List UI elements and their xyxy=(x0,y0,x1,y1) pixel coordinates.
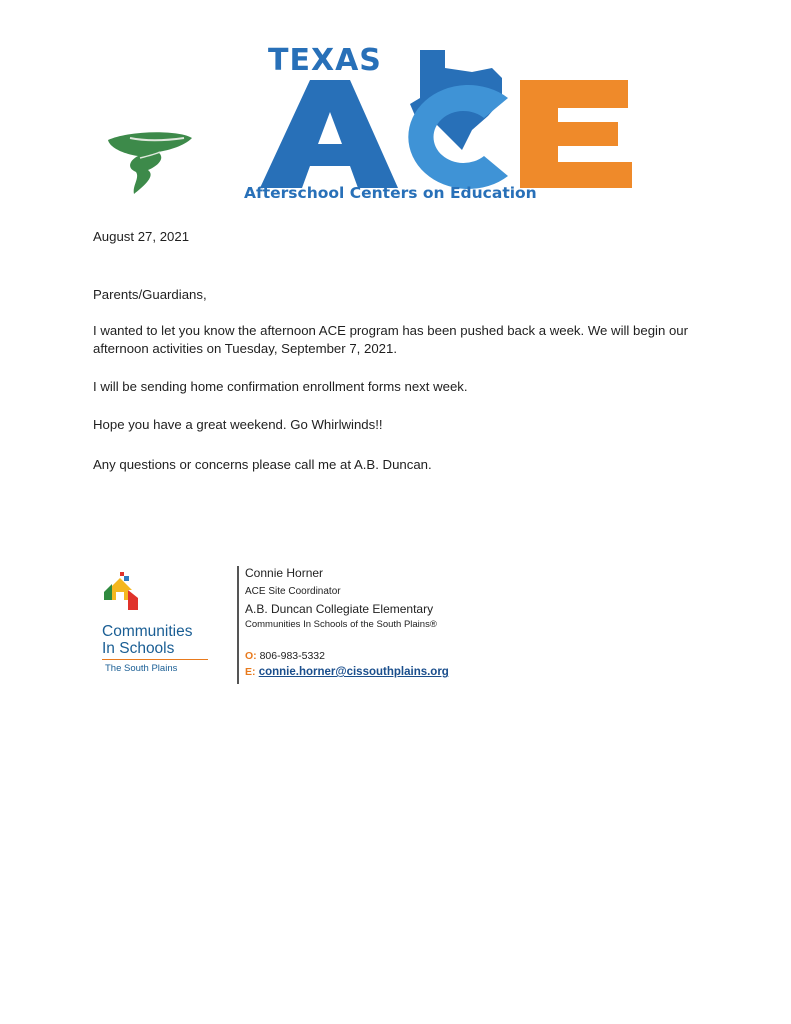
signature-phone-row xyxy=(245,650,325,662)
letter-paragraph-2: I will be sending home confirmation enrollment forms next week. xyxy=(93,379,468,394)
letter-paragraph-1: I wanted to let you know the afternoon ACE program has been pushed back a week. We will begin our afternoon activities on Tuesday, September 7, 2021. xyxy=(93,323,689,356)
cis-house-icon xyxy=(98,570,142,618)
logo-texas-text: TEXAS xyxy=(268,43,382,78)
signature-name: Connie Horner xyxy=(245,566,324,580)
tornado-icon xyxy=(100,128,200,200)
logo-tagline: Afterschool Centers on Education xyxy=(244,184,537,202)
logo-letter-e xyxy=(520,80,632,188)
logo-letter-a xyxy=(260,80,398,188)
cis-logo-subtitle: The South Plains xyxy=(105,663,178,674)
letter-salutation: Parents/Guardians, xyxy=(93,287,207,302)
signature-divider xyxy=(237,566,239,684)
signature-school: A.B. Duncan Collegiate Elementary xyxy=(245,602,434,616)
signature-title: ACE Site Coordinator xyxy=(245,586,341,597)
signature-org: Communities In Schools of the South Plains® xyxy=(245,619,437,630)
communities-in-schools-logo xyxy=(96,570,221,680)
phone-label: O: xyxy=(245,650,257,662)
cis-logo-divider xyxy=(102,659,208,660)
signature-email-row xyxy=(245,666,449,678)
letter-date: August 27, 2021 xyxy=(93,229,190,244)
cis-logo-line2: In Schools xyxy=(102,640,175,657)
texas-ace-logo xyxy=(240,38,640,208)
letter-paragraph-3: Hope you have a great weekend. Go Whirlwinds!! xyxy=(93,417,383,432)
cis-logo-line1: Communities xyxy=(102,623,193,640)
email-label: E: xyxy=(245,666,256,678)
letter-paragraph-4: Any questions or concerns please call me at A.B. Duncan. xyxy=(93,457,432,472)
phone-number: 806-983-5332 xyxy=(259,650,325,662)
email-link[interactable]: connie.horner@cissouthplains.org xyxy=(258,666,449,678)
